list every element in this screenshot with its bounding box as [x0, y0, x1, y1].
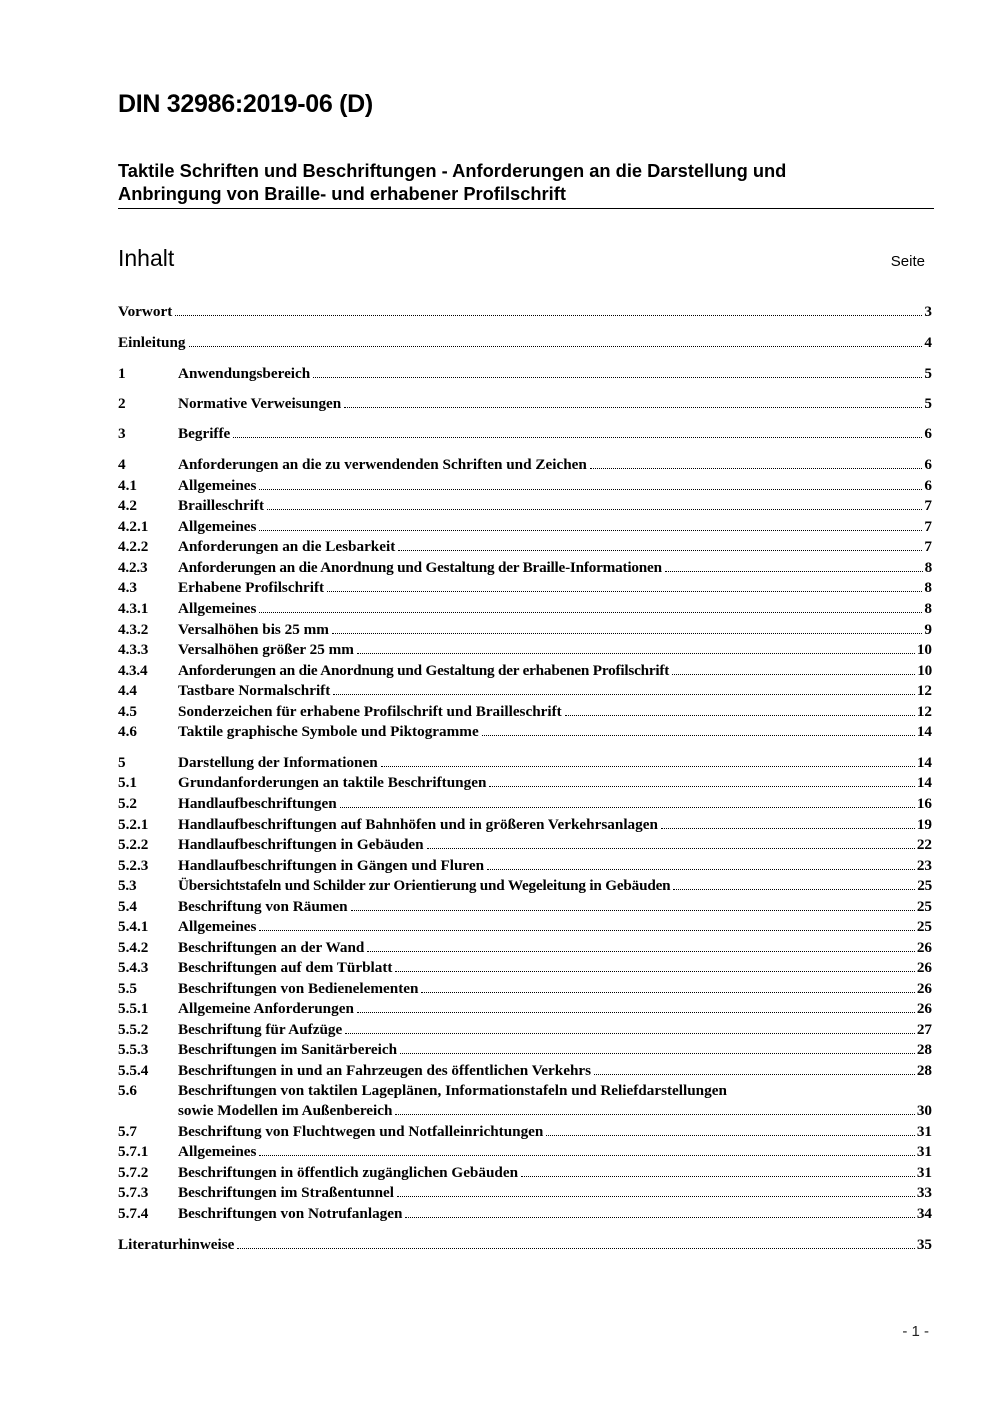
toc-entry-number: 4.2.3: [118, 559, 148, 576]
toc-entry-page: 7: [924, 497, 932, 514]
toc-entry-page: 31: [916, 1143, 932, 1160]
toc-entry-leader: [267, 508, 922, 510]
toc-entry-title: Literaturhinweise: [118, 1236, 235, 1253]
toc-entry-line: [118, 302, 932, 322]
toc-entry[interactable]: [118, 1142, 932, 1162]
toc-entry-number: 5.2.1: [118, 816, 149, 833]
toc-entry[interactable]: [118, 537, 932, 557]
toc-entry-leader: [381, 765, 915, 767]
toc-entry-title: Beschriftungen im Sanitärbereich: [178, 1041, 398, 1058]
toc-entry-page: 10: [916, 641, 932, 658]
toc-entry-line: [178, 620, 932, 640]
toc-entry-page: 12: [916, 682, 932, 699]
toc-entry-title: Anforderungen an die Anordnung und Gestaltung der erhabenen Profilschrift: [178, 662, 670, 679]
toc-entry-number: 4.4: [118, 682, 137, 699]
toc-entry-page: 25: [917, 877, 932, 894]
toc-entry-title: Begriffe: [178, 425, 231, 442]
toc-entry-page: 3: [924, 303, 932, 320]
toc-entry-title: Versalhöhen größer 25 mm: [178, 641, 354, 658]
toc-entry[interactable]: [118, 1163, 932, 1183]
toc-entry-leader: [427, 847, 915, 849]
toc-entry-number: 4.2.1: [118, 518, 149, 535]
toc-entry-title: Beschriftungen an der Wand: [178, 939, 365, 956]
toc-entry-page: 33: [916, 1184, 932, 1201]
toc-entry-leader: [546, 1134, 914, 1136]
toc-entry-page: 25: [916, 918, 932, 935]
toc-entry-line: [178, 599, 932, 619]
toc-entry-line: [178, 999, 932, 1019]
toc-entry-page: 4: [924, 334, 932, 351]
toc-entry-number: 4.3.1: [118, 600, 149, 617]
toc-entry-leader: [395, 970, 914, 972]
toc-entry-number: 5.2: [118, 795, 137, 812]
toc-entry-page: 27: [916, 1021, 932, 1038]
toc-entry-line: [178, 364, 932, 384]
toc-entry-title: Allgemeines: [178, 477, 257, 494]
toc-entry-page: 9: [924, 621, 932, 638]
toc-entry-line: [178, 1061, 932, 1081]
toc-entry-line: [178, 517, 932, 537]
toc-entry[interactable]: [118, 424, 932, 444]
toc-entry-title: Beschriftungen in und an Fahrzeugen des öffentlichen Verkehrs: [178, 1062, 592, 1079]
toc-entry-leader: [489, 785, 914, 787]
toc-entry-leader: [521, 1175, 915, 1177]
toc-entry-number: 1: [118, 365, 126, 382]
toc-entry-page: 26: [916, 1000, 932, 1017]
toc-entry-leader: [400, 1052, 915, 1054]
toc-entry[interactable]: [118, 1101, 932, 1121]
toc-entry-leader: [482, 734, 915, 736]
toc-entry-title: Allgemeines: [178, 1143, 257, 1160]
toc-entry-title: Anforderungen an die zu verwendenden Schriften und Zeichen: [178, 456, 587, 473]
toc-entry[interactable]: [118, 1040, 932, 1060]
toc-entry-number: 2: [118, 395, 126, 412]
toc-entry[interactable]: [118, 681, 932, 701]
toc-entry[interactable]: [118, 620, 932, 640]
toc-entry-page: 26: [916, 980, 932, 997]
toc-entry-leader: [313, 376, 922, 378]
toc-entry-number: 5.7: [118, 1123, 137, 1140]
toc-entry[interactable]: [118, 302, 932, 322]
toc-entry-number: 3: [118, 425, 126, 442]
toc-entry-line: [178, 578, 932, 598]
toc-entry-number: 5: [118, 754, 126, 771]
toc-entry[interactable]: [118, 815, 932, 835]
toc-entry-page: 28: [916, 1041, 932, 1058]
toc-entry-number: 5.7.1: [118, 1143, 149, 1160]
toc-entry-title: Versalhöhen bis 25 mm: [178, 621, 329, 638]
toc-entry[interactable]: [118, 1235, 932, 1255]
toc-entry-title: Normative Verweisungen: [178, 395, 342, 412]
toc-entry[interactable]: [118, 753, 932, 773]
toc-entry[interactable]: [118, 578, 932, 598]
toc-entry-number: 5.7.4: [118, 1205, 149, 1222]
toc-entry-line: [178, 496, 932, 516]
toc-entry-number: 4.3.2: [118, 621, 149, 638]
toc-entry-page: 12: [916, 703, 932, 720]
toc-entry-leader: [357, 652, 915, 654]
toc-entry-line: [118, 1235, 932, 1255]
toc-entry-title: Beschriftung von Fluchtwegen und Notfalleinrichtungen: [178, 1123, 544, 1140]
toc-entry-page: 8: [924, 559, 932, 576]
toc-entry-page: 8: [924, 579, 932, 596]
toc-entry-title: Anforderungen an die Lesbarkeit: [178, 538, 396, 555]
toc-entry-page: 16: [916, 795, 932, 812]
toc-entry-title: Beschriftungen im Straßentunnel: [178, 1184, 395, 1201]
toc-entry-number: 4: [118, 456, 126, 473]
toc-entry[interactable]: [118, 1204, 932, 1224]
toc-entry-title: Brailleschrift: [178, 497, 265, 514]
toc-entry[interactable]: [118, 876, 932, 896]
toc-entry-leader: [233, 436, 922, 438]
toc-entry-leader: [673, 888, 915, 890]
toc-entry-leader: [565, 714, 915, 716]
toc-entry[interactable]: [118, 722, 932, 742]
toc-entry[interactable]: [118, 938, 932, 958]
toc-entry-page: 35: [916, 1236, 932, 1253]
toc-entry-line: [178, 476, 932, 496]
toc-entry[interactable]: [118, 1081, 932, 1101]
toc-entry-number: 4.5: [118, 703, 137, 720]
toc-entry-title: Beschriftung für Aufzüge: [178, 1021, 343, 1038]
toc-entry-title: Allgemeines: [178, 600, 257, 617]
toc-entry-line: [178, 835, 932, 855]
toc-entry[interactable]: [118, 640, 932, 660]
toc-entry-number: 5.3: [118, 877, 137, 894]
toc-entry-line: [178, 1163, 932, 1183]
toc-entry-line: [178, 558, 932, 578]
toc-entry-page: 19: [916, 816, 932, 833]
toc-entry-line: [178, 1081, 932, 1101]
toc-entry-number: 4.2: [118, 497, 137, 514]
toc-entry-line: [118, 333, 932, 353]
toc-entry-number: 4.3.4: [118, 662, 148, 679]
toc-entry-leader: [672, 673, 915, 675]
toc-entry-line: [178, 1101, 932, 1121]
toc-entry-page: 5: [924, 365, 932, 382]
toc-entry[interactable]: [118, 835, 932, 855]
toc-entry-page: 25: [916, 898, 932, 915]
toc-entry-number: 5.5.4: [118, 1062, 149, 1079]
toc-entry-line: [178, 1040, 932, 1060]
toc-entry-line: [178, 815, 932, 835]
toc-entry-title: Handlaufbeschriftungen: [178, 795, 337, 812]
toc-entry-page: 31: [916, 1123, 932, 1140]
toc-entry[interactable]: [118, 958, 932, 978]
toc-entry[interactable]: [118, 1183, 932, 1203]
toc-entry-number: 4.2.2: [118, 538, 149, 555]
toc-page-column-label: Seite: [890, 253, 925, 270]
toc-entry[interactable]: [118, 558, 932, 578]
toc-entry-number: 5.2.3: [118, 857, 149, 874]
toc-entry-leader: [332, 632, 922, 634]
toc-entry-page: 7: [924, 518, 932, 535]
toc-entry-title: sowie Modellen im Außenbereich: [178, 1102, 393, 1119]
toc-entry[interactable]: [118, 1020, 932, 1040]
toc-entry-title: Darstellung der Informationen: [178, 754, 378, 771]
toc-entry-page: 30: [916, 1102, 932, 1119]
toc-entry-line: [178, 394, 932, 414]
toc-entry-page: 22: [916, 836, 932, 853]
toc-entry[interactable]: [118, 333, 932, 353]
toc-entry-page: 6: [924, 477, 932, 494]
toc-entry-leader: [351, 909, 915, 911]
toc-entry-number: 5.4.3: [118, 959, 149, 976]
toc-entry-leader: [421, 991, 914, 993]
document-title-line-2: Anbringung von Braille- und erhabener Profilschrift: [118, 183, 566, 204]
toc-entry-leader: [590, 467, 923, 469]
toc-entry-leader: [189, 345, 923, 347]
toc-entry[interactable]: [118, 999, 932, 1019]
toc-entry[interactable]: [118, 517, 932, 537]
toc-entry-leader: [344, 406, 922, 408]
toc-entry-title: Allgemeines: [178, 518, 257, 535]
toc-entry-title: Tastbare Normalschrift: [178, 682, 331, 699]
toc-entry-line: [178, 661, 932, 681]
toc-entry-line: [178, 1204, 932, 1224]
toc-entry-number: 5.5: [118, 980, 137, 997]
toc-entry-leader: [333, 693, 915, 695]
toc-entry-leader: [405, 1216, 914, 1218]
toc-entry-line: [178, 681, 932, 701]
toc-entry-title: Beschriftung von Räumen: [178, 898, 348, 915]
toc-entry-title: Beschriftungen von taktilen Lageplänen, Informationstafeln und Reliefdarstellungen: [178, 1082, 727, 1099]
toc-entry[interactable]: [118, 394, 932, 414]
toc-entry-line: [178, 794, 932, 814]
toc-heading: Inhalt: [118, 245, 175, 271]
toc-entry-leader: [175, 314, 922, 316]
toc-entry-page: 23: [916, 857, 932, 874]
toc-entry-page: 28: [916, 1062, 932, 1079]
toc-entry-title: Anwendungsbereich: [178, 365, 311, 382]
toc-entry-page: 26: [916, 959, 932, 976]
toc-entry-page: 6: [924, 456, 932, 473]
toc-entry-title: Handlaufbeschriftungen in Gängen und Fluren: [178, 857, 485, 874]
toc-entry-number: 5.5.2: [118, 1021, 149, 1038]
toc-entry-number: 4.1: [118, 477, 137, 494]
toc-entry-page: 10: [917, 662, 932, 679]
toc-entry-line: [178, 640, 932, 660]
toc-entry-title: Beschriftungen in öffentlich zugänglichen Gebäuden: [178, 1164, 519, 1181]
toc-entry[interactable]: [118, 794, 932, 814]
toc-entry-leader: [345, 1032, 915, 1034]
toc-entry-number: 4.3: [118, 579, 137, 596]
toc-entry-line: [178, 722, 932, 742]
toc-entry-line: [178, 1142, 932, 1162]
toc-entry-number: 5.4: [118, 898, 137, 915]
toc-entry[interactable]: [118, 661, 932, 681]
toc-entry-line: [178, 958, 932, 978]
toc-entry-title: Handlaufbeschriftungen auf Bahnhöfen und in größeren Verkehrsanlagen: [178, 816, 658, 833]
toc-entry[interactable]: [118, 455, 932, 475]
toc-entry-leader: [340, 806, 915, 808]
toc-entry-leader: [259, 929, 914, 931]
toc-entry-number: 5.2.2: [118, 836, 149, 853]
toc-entry-line: [178, 773, 932, 793]
toc-entry-page: 5: [924, 395, 932, 412]
toc-entry-leader: [594, 1073, 915, 1075]
toc-entry-line: [178, 938, 932, 958]
toc-entry[interactable]: [118, 476, 932, 496]
toc-entry-line: [178, 917, 932, 937]
toc-entry-number: 5.1: [118, 774, 137, 791]
toc-entry-page: 8: [924, 600, 932, 617]
toc-entry-leader: [665, 570, 923, 572]
toc-entry-title: Erhabene Profilschrift: [178, 579, 325, 596]
toc-entry-title: Anforderungen an die Anordnung und Gestaltung der Braille-Informationen: [178, 559, 662, 576]
toc-entry-number: 5.7.2: [118, 1164, 149, 1181]
toc-entry-number: 5.7.3: [118, 1184, 149, 1201]
toc-entry-number: 4.3.3: [118, 641, 149, 658]
toc-entry-title: Allgemeine Anforderungen: [178, 1000, 354, 1017]
toc-entry-title: Sonderzeichen für erhabene Profilschrift und Brailleschrift: [178, 703, 562, 720]
toc-entry-leader: [398, 549, 922, 551]
toc-entry-leader: [661, 827, 915, 829]
toc-entry-leader: [327, 590, 922, 592]
toc-entry-number: 5.5.3: [118, 1041, 149, 1058]
toc-entry[interactable]: [118, 599, 932, 619]
toc-entry-leader: [395, 1113, 914, 1115]
toc-entry-line: [178, 1183, 932, 1203]
toc-entry-leader: [357, 1011, 915, 1013]
toc-entry-line: [178, 979, 932, 999]
toc-entry-page: 7: [924, 538, 932, 555]
toc-entry-page: 34: [916, 1205, 932, 1222]
toc-entry-line: [178, 424, 932, 444]
toc-entry-title: Beschriftungen auf dem Türblatt: [178, 959, 393, 976]
toc-entry-line: [178, 1122, 932, 1142]
toc-entry-page: 26: [916, 939, 932, 956]
toc-entry-title: Beschriftungen von Notrufanlagen: [178, 1205, 403, 1222]
toc-entry-title: Übersichtstafeln und Schilder zur Orientierung und Wegeleitung in Gebäuden: [178, 877, 671, 894]
toc-entry-page: 6: [924, 425, 932, 442]
toc-entry-page: 14: [916, 774, 932, 791]
toc-entry[interactable]: [118, 897, 932, 917]
toc-entry[interactable]: [118, 773, 932, 793]
toc-entry[interactable]: [118, 496, 932, 516]
toc-entry[interactable]: [118, 702, 932, 722]
toc-entry[interactable]: [118, 979, 932, 999]
toc-entry-leader: [259, 1154, 914, 1156]
toc-entry-leader: [367, 950, 914, 952]
toc-entry-title: Vorwort: [118, 303, 173, 320]
toc-entry-title: Allgemeines: [178, 918, 257, 935]
toc-entry-number: 4.6: [118, 723, 137, 740]
toc-entry-page: 14: [916, 723, 932, 740]
toc-entry-title: Handlaufbeschriftungen in Gebäuden: [178, 836, 424, 853]
document-id: DIN 32986:2019-06 (D): [118, 90, 373, 118]
toc-entry-title: Taktile graphische Symbole und Piktogramme: [178, 723, 479, 740]
toc-entry-line: [178, 702, 932, 722]
toc-entry-line: [178, 876, 932, 896]
toc-entry[interactable]: [118, 364, 932, 384]
toc-entry[interactable]: [118, 1061, 932, 1081]
toc-entry[interactable]: [118, 1122, 932, 1142]
toc-entry-line: [178, 537, 932, 557]
toc-entry-number: 5.5.1: [118, 1000, 149, 1017]
toc-entry-page: 31: [916, 1164, 932, 1181]
toc-entry-number: 5.6: [118, 1082, 137, 1099]
toc-entry-leader: [237, 1247, 914, 1249]
toc-entry-number: 5.4.1: [118, 918, 149, 935]
toc-entry-line: [178, 1020, 932, 1040]
toc-entry-leader: [397, 1195, 915, 1197]
toc-entry-leader: [259, 529, 922, 531]
document-title: [118, 159, 934, 209]
toc-entry-line: [178, 897, 932, 917]
toc-entry-line: [178, 856, 932, 876]
toc-entry-page: 14: [916, 754, 932, 771]
toc-entry-title: Beschriftungen von Bedienelementen: [178, 980, 419, 997]
page-number: - 1 -: [902, 1323, 929, 1340]
toc-entry[interactable]: [118, 917, 932, 937]
toc-entry-title: Einleitung: [118, 334, 186, 351]
document-title-line-1: Taktile Schriften und Beschriftungen - Anforderungen an die Darstellung und: [118, 160, 787, 181]
toc-entry[interactable]: [118, 856, 932, 876]
toc-entry-leader: [487, 868, 915, 870]
toc-entry-leader: [259, 488, 922, 490]
toc-entry-title: Grundanforderungen an taktile Beschriftungen: [178, 774, 487, 791]
toc-entry-line: [178, 455, 932, 475]
toc-entry-line: [178, 753, 932, 773]
toc-entry-leader: [259, 611, 922, 613]
toc-entry-number: 5.4.2: [118, 939, 149, 956]
